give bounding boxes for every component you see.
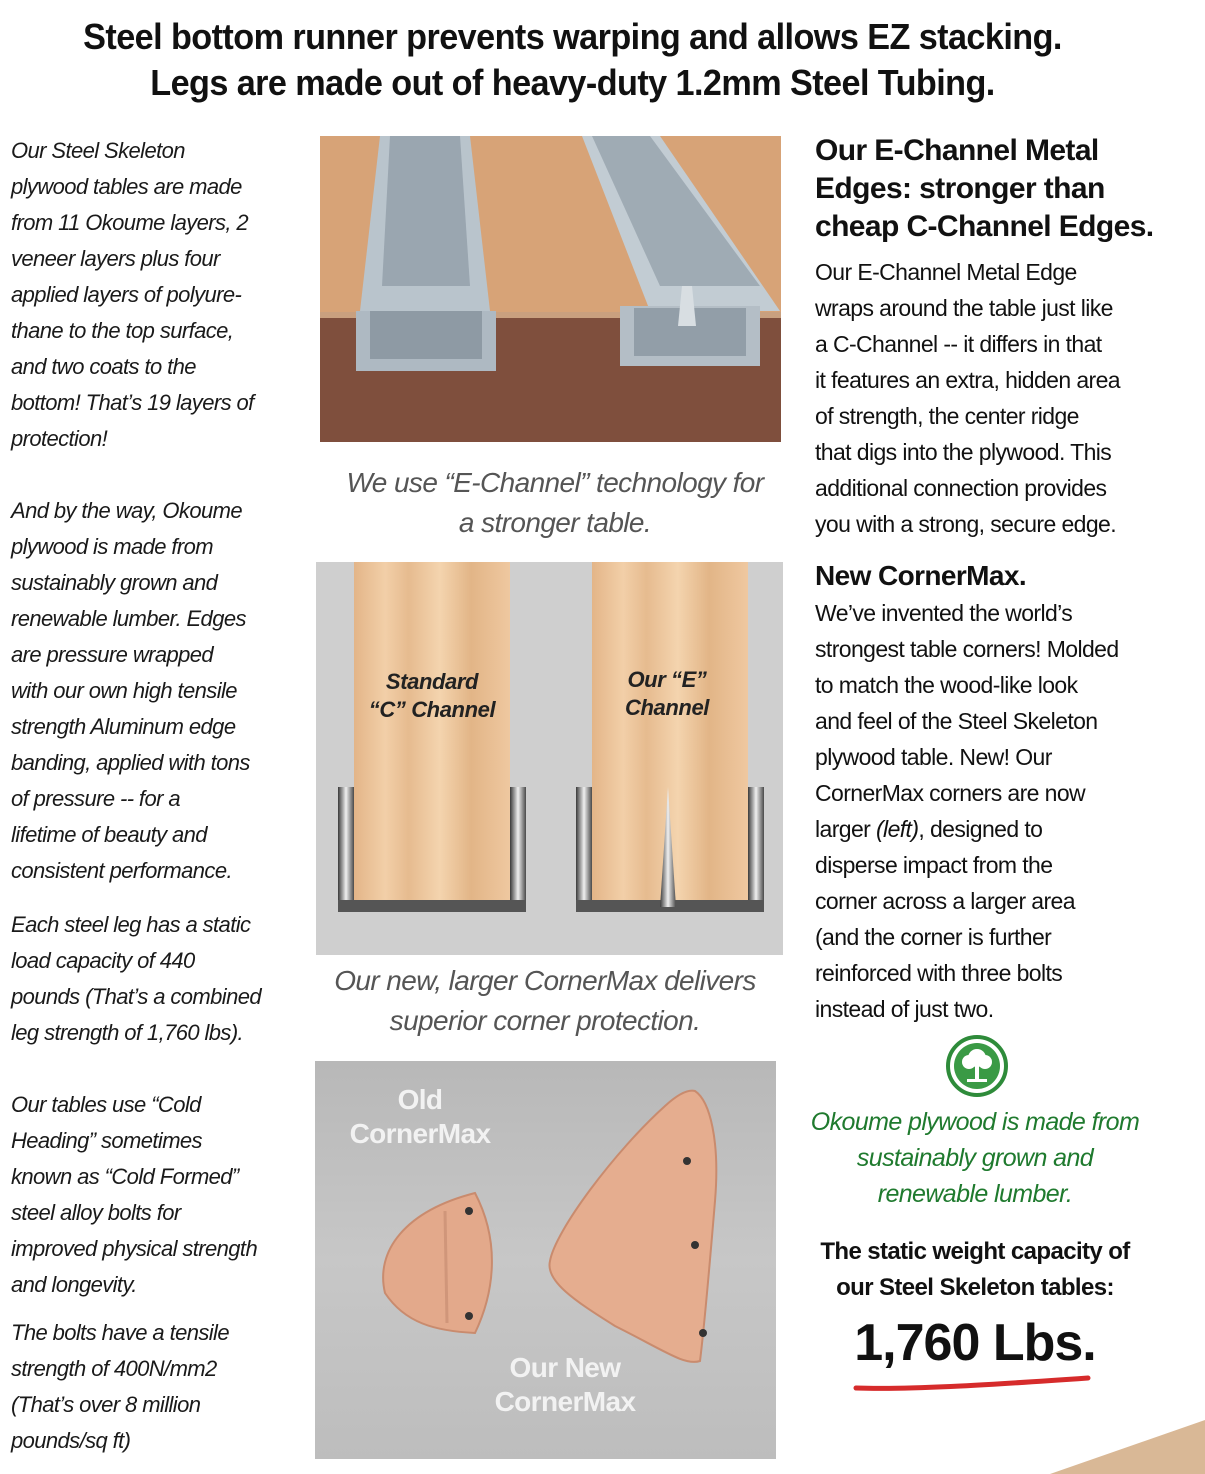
standard-label-line-2: “C” Channel (368, 697, 496, 722)
e-channel-caption-line-2: a stronger table. (458, 507, 652, 538)
body-emphasis: (left) (876, 816, 919, 842)
e-channel-body-line: wraps around the table just like (815, 295, 1113, 321)
e-channel-body-line: additional connection provides (815, 475, 1107, 501)
plank-illustration (316, 562, 783, 955)
e-channel-body-line: a C-Channel -- it differs in that (815, 331, 1102, 357)
cornermax-body-line (815, 811, 1150, 847)
cornermax-section (815, 557, 1150, 1027)
cornermax-body-line: strongest table corners! Molded (815, 636, 1119, 662)
floor-corner-decoration (1050, 1410, 1205, 1474)
paragraph-leg-capacity: Each steel leg has a static load capacity of 440 pounds (That’s a combined leg strength of 1,760 lbs). (11, 912, 261, 1045)
cornermax-body-line: We’ve invented the world’s (815, 600, 1073, 626)
ours-label-line-1: Our “E” (627, 667, 707, 692)
cornermax-body-line: instead of just two. (815, 996, 994, 1022)
left-column (11, 133, 301, 1459)
old-cornermax-label (345, 1083, 495, 1151)
e-channel-caption (320, 463, 790, 543)
green-note-line-1: Okoume plywood is made from (810, 1108, 1140, 1136)
our-e-channel-label (592, 666, 742, 722)
standard-label-line-1: Standard (385, 669, 479, 694)
red-underline (852, 1374, 1092, 1394)
new-label-line-1: Our New (509, 1352, 621, 1383)
cornermax-photo (315, 1061, 776, 1459)
e-channel-body-line: Our E-Channel Metal Edge (815, 259, 1077, 285)
channel-photo (320, 136, 781, 442)
e-channel-body-line: you with a strong, secure edge. (815, 511, 1117, 537)
green-note-line-2: sustainably grown and (856, 1144, 1094, 1172)
ours-label-line-2: Channel (625, 695, 709, 720)
e-channel-body-line: that digs into the plywood. This (815, 439, 1112, 465)
body-text: , designed to (918, 816, 1043, 842)
cornermax-body-line: CornerMax corners are now (815, 780, 1086, 806)
cornermax-body-line: corner across a larger area (815, 888, 1075, 914)
headline-line-2: Legs are made out of heavy-duty 1.2mm Steel Tubing. (150, 62, 995, 103)
new-cornermax-label (485, 1351, 645, 1419)
green-note-line-3: renewable lumber. (877, 1180, 1073, 1208)
cornermax-body (815, 595, 1150, 1027)
cornermax-heading: New CornerMax. (815, 560, 1026, 591)
e-channel-section (815, 132, 1154, 542)
cornermax-body-line: to match the wood-like look (815, 672, 1078, 698)
e-channel-heading (815, 132, 1154, 246)
capacity-title-line-1: The static weight capacity of (820, 1238, 1130, 1265)
old-label-line-1: Old (397, 1084, 443, 1115)
capacity-title (790, 1234, 1160, 1306)
paragraph-cold-heading: Our tables use “Cold Heading” sometimes known as “Cold Formed” steel alloy bolts for improved physical strength and longevity. (11, 1092, 258, 1297)
okoume-green-note (790, 1104, 1160, 1212)
channel-illustration (320, 136, 781, 442)
cornermax-caption-line-2: superior corner protection. (389, 1005, 701, 1036)
paragraph-tensile: The bolts have a tensile strength of 400N/mm2 (That’s over 8 million pounds/sq ft) (11, 1320, 229, 1453)
e-channel-body-line: of strength, the center ridge (815, 403, 1079, 429)
headline-line-1: Steel bottom runner prevents warping and allows EZ stacking. (83, 16, 1062, 57)
cornermax-caption-line-1: Our new, larger CornerMax delivers (334, 965, 756, 996)
paragraph-okoume: And by the way, Okoume plywood is made from sustainably grown and renewable lumber. Edges are pressure wrapped with our own high tensile strength Aluminum edge banding, applied with tons of pressure -- for a lifetime of beauty and consistent performance. (11, 498, 250, 883)
e-channel-body-line: it features an extra, hidden area (815, 367, 1120, 393)
standard-c-channel-label (354, 668, 510, 724)
cornermax-body-line: plywood table. New! Our (815, 744, 1052, 770)
e-channel-heading-line-1: Our E-Channel Metal (815, 134, 1099, 167)
body-text: larger (815, 816, 876, 842)
cornermax-body-line: disperse impact from the (815, 852, 1053, 878)
old-label-line-2: CornerMax (349, 1118, 491, 1149)
headline (29, 14, 1117, 106)
plank-comparison-photo (316, 562, 783, 955)
cornermax-caption (310, 961, 780, 1041)
cornermax-body-line: and feel of the Steel Skeleton (815, 708, 1098, 734)
e-channel-caption-line-1: We use “E-Channel” technology for (346, 467, 764, 498)
capacity-title-line-2: our Steel Skeleton tables: (836, 1274, 1114, 1301)
cornermax-body-line: reinforced with three bolts (815, 960, 1063, 986)
e-channel-heading-line-3: cheap C-Channel Edges. (815, 210, 1154, 243)
tree-icon (945, 1034, 1009, 1098)
capacity-value: 1,760 Lbs. (854, 1314, 1096, 1372)
new-label-line-2: CornerMax (494, 1386, 636, 1417)
cornermax-body-line: (and the corner is further (815, 924, 1052, 950)
paragraph-layers: Our Steel Skeleton plywood tables are made from 11 Okoume layers, 2 veneer layers plus four applied layers of polyure- thane to the top surface, and two coats to the bottom! That’s 19 layers of protection! (11, 138, 254, 451)
e-channel-heading-line-2: Edges: stronger than (815, 172, 1105, 205)
e-channel-body (815, 254, 1150, 542)
